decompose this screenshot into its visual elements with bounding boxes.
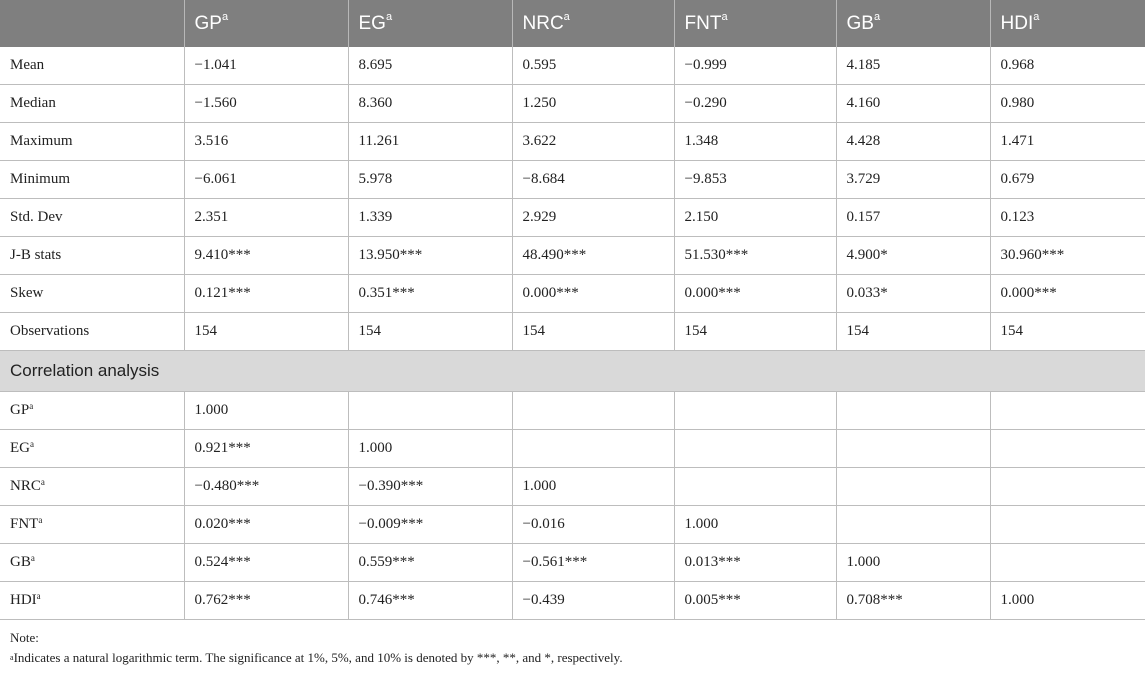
table-cell: 0.000*** <box>990 275 1145 313</box>
table-cell: 0.000*** <box>512 275 674 313</box>
header-row <box>0 0 1145 47</box>
table-cell <box>990 468 1145 506</box>
row-label: Maximum <box>0 123 184 161</box>
table-cell: 1.000 <box>348 430 512 468</box>
table-row <box>0 313 1145 351</box>
table-cell: 0.968 <box>990 47 1145 85</box>
table-cell: 13.950*** <box>348 237 512 275</box>
table-cell: 0.746*** <box>348 582 512 620</box>
table-cell: 4.160 <box>836 85 990 123</box>
header-cell-gb: $GB^a$ <box>836 0 990 47</box>
table-cell: 0.033* <box>836 275 990 313</box>
table-cell <box>836 506 990 544</box>
row-label: $GB^a$ <box>0 544 184 582</box>
row-label: Median <box>0 85 184 123</box>
table-cell <box>836 430 990 468</box>
row-label: Mean <box>0 47 184 85</box>
table-cell: 3.622 <box>512 123 674 161</box>
header-cell-eg: $EG^a$ <box>348 0 512 47</box>
table-cell: 154 <box>674 313 836 351</box>
table-cell: −0.999 <box>674 47 836 85</box>
table-cell <box>990 544 1145 582</box>
row-label: $GP^a$ <box>0 392 184 430</box>
row-label: FNT$^a$ <box>0 506 184 544</box>
table-cell: 154 <box>836 313 990 351</box>
table-row <box>0 275 1145 313</box>
table-cell: −0.439 <box>512 582 674 620</box>
table-cell: 0.020*** <box>184 506 348 544</box>
row-label: Minimum <box>0 161 184 199</box>
table-cell: −0.009*** <box>348 506 512 544</box>
header-cell-nrc: NRC$^a$ <box>512 0 674 47</box>
table-cell: 0.708*** <box>836 582 990 620</box>
table-cell: −6.061 <box>184 161 348 199</box>
row-label: Observations <box>0 313 184 351</box>
table-row <box>0 199 1145 237</box>
table-cell: −8.684 <box>512 161 674 199</box>
row-label: J-B stats <box>0 237 184 275</box>
table-cell <box>512 430 674 468</box>
note-label: Note: <box>10 630 39 645</box>
table-cell: 3.729 <box>836 161 990 199</box>
table-cell <box>674 392 836 430</box>
table-cell: 3.516 <box>184 123 348 161</box>
section-header-row <box>0 351 1145 392</box>
table-row <box>0 392 1145 430</box>
table-cell: 9.410*** <box>184 237 348 275</box>
table-cell: 154 <box>184 313 348 351</box>
table-cell: 0.921*** <box>184 430 348 468</box>
table-row <box>0 123 1145 161</box>
table-cell: 0.595 <box>512 47 674 85</box>
table-cell: 1.471 <box>990 123 1145 161</box>
table-cell: 154 <box>990 313 1145 351</box>
table-cell: 1.000 <box>674 506 836 544</box>
table-cell: 8.360 <box>348 85 512 123</box>
table-cell: −0.480*** <box>184 468 348 506</box>
table-cell: −0.390*** <box>348 468 512 506</box>
table-row <box>0 430 1145 468</box>
table-cell: −0.561*** <box>512 544 674 582</box>
table-cell: 0.123 <box>990 199 1145 237</box>
table-cell <box>674 468 836 506</box>
table-cell: 0.524*** <box>184 544 348 582</box>
note-text: $^a$Indicates a natural logarithmic term. The significance at 1%, 5%, and 10% is denoted by ***, **, and *, respectively. <box>10 650 623 665</box>
header-cell-hdi: HDI$^a$ <box>990 0 1145 47</box>
table-cell: 0.762*** <box>184 582 348 620</box>
table-cell: −1.041 <box>184 47 348 85</box>
header-cell-gp: $GP^a$ <box>184 0 348 47</box>
table-cell <box>990 506 1145 544</box>
table-cell: 154 <box>348 313 512 351</box>
table-cell: 0.005*** <box>674 582 836 620</box>
table-cell: 0.157 <box>836 199 990 237</box>
header-cell-fnt: FNT$^a$ <box>674 0 836 47</box>
table-row <box>0 237 1145 275</box>
table-cell <box>674 430 836 468</box>
table-cell: 5.978 <box>348 161 512 199</box>
row-label: Std. Dev <box>0 199 184 237</box>
row-label: $EG^a$ <box>0 430 184 468</box>
header-cell-blank <box>0 0 184 47</box>
table-cell: 2.351 <box>184 199 348 237</box>
table-cell: 0.013*** <box>674 544 836 582</box>
table-cell <box>836 468 990 506</box>
table-cell: 154 <box>512 313 674 351</box>
section-title: Correlation analysis <box>0 351 1145 392</box>
table-row <box>0 161 1145 199</box>
table-row <box>0 47 1145 85</box>
table-row <box>0 468 1145 506</box>
table-cell: 1.000 <box>990 582 1145 620</box>
row-label: HDI$^a$ <box>0 582 184 620</box>
table-row <box>0 85 1145 123</box>
table-cell: 30.960*** <box>990 237 1145 275</box>
table-cell: 0.121*** <box>184 275 348 313</box>
table-cell: −0.290 <box>674 85 836 123</box>
table-cell: 1.000 <box>184 392 348 430</box>
row-label: Skew <box>0 275 184 313</box>
table-cell <box>990 392 1145 430</box>
table-cell: 0.980 <box>990 85 1145 123</box>
table-cell: 0.000*** <box>674 275 836 313</box>
table-cell: 4.900* <box>836 237 990 275</box>
table-cell: −1.560 <box>184 85 348 123</box>
table-cell: 1.339 <box>348 199 512 237</box>
table-row <box>0 506 1145 544</box>
table-notes <box>0 620 1145 668</box>
table-cell: 2.929 <box>512 199 674 237</box>
table-row <box>0 582 1145 620</box>
table-cell: 2.150 <box>674 199 836 237</box>
table-cell: 11.261 <box>348 123 512 161</box>
table-cell: 8.695 <box>348 47 512 85</box>
table-cell: 0.679 <box>990 161 1145 199</box>
table-cell: −9.853 <box>674 161 836 199</box>
table-cell: 4.185 <box>836 47 990 85</box>
table-cell: 0.351*** <box>348 275 512 313</box>
table-cell <box>348 392 512 430</box>
table-cell: −0.016 <box>512 506 674 544</box>
table-cell: 1.348 <box>674 123 836 161</box>
table-cell: 0.559*** <box>348 544 512 582</box>
table-row <box>0 544 1145 582</box>
table-cell: 1.250 <box>512 85 674 123</box>
table-cell: 1.000 <box>512 468 674 506</box>
table-cell: 1.000 <box>836 544 990 582</box>
table-cell: 4.428 <box>836 123 990 161</box>
table-cell: 48.490*** <box>512 237 674 275</box>
row-label: NRC$^a$ <box>0 468 184 506</box>
table-cell <box>512 392 674 430</box>
table-cell <box>836 392 990 430</box>
table-cell <box>990 430 1145 468</box>
table-cell: 51.530*** <box>674 237 836 275</box>
